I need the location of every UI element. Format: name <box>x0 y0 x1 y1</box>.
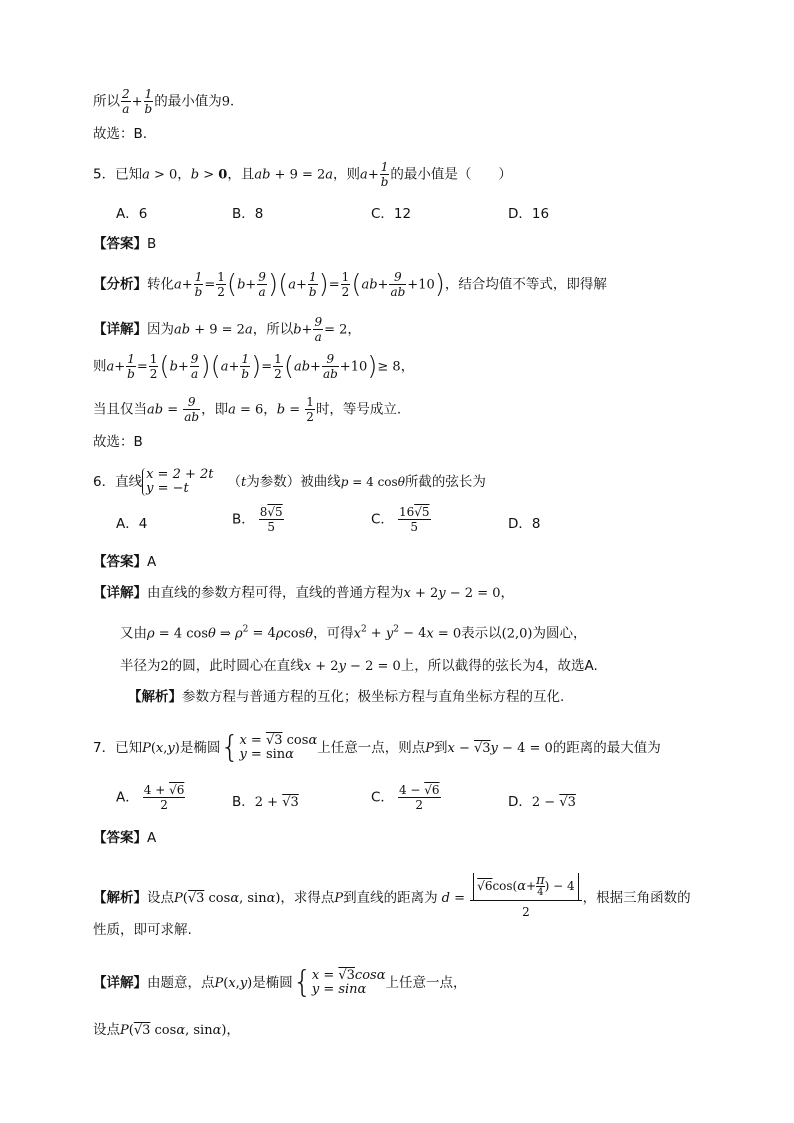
option-label: C． <box>371 511 394 528</box>
text: 9. <box>221 94 235 110</box>
option-b: B．2 + √3 <box>232 794 299 810</box>
text: 的距离的最大值为 <box>552 740 661 756</box>
option-b: B．8 <box>232 206 264 222</box>
text: 时，等号成立. <box>315 401 402 418</box>
fraction-1-over-b: $\frac{1}{b}$ <box>144 87 153 116</box>
text: 是椭圆 <box>252 975 293 991</box>
analysis-6 <box>128 687 564 707</box>
detail-7: 【详解】由题意，点P(x,y)是椭圆{ x = √3cosα y = sinα 上任意一点， <box>93 965 467 1000</box>
question-number: 6．直线 <box>93 474 143 490</box>
question-6: 6．直线 x = 2 + 2t y = −t （t为参数）被曲线p = 4 cosθ所截的弦长为 <box>93 467 486 496</box>
text: ，且 <box>227 166 255 183</box>
equality-condition: 当且仅当ab = $\frac{9}{ab}$ ，即a = 6，b = $\frac{1}{2}$ 时，等号成立. <box>93 395 402 424</box>
answer-6 <box>93 552 156 572</box>
option-a: A．4 <box>116 516 148 532</box>
text: 表示以 <box>461 625 502 642</box>
text: 上任意一点， <box>385 975 467 991</box>
option-d: D．8 <box>508 516 541 532</box>
text: 由题意，点 <box>147 975 215 991</box>
analysis-tag: 【分析】 <box>93 276 147 293</box>
question-number: 5．已知 <box>93 166 143 183</box>
text: 又由 <box>120 625 147 642</box>
text: 到直线的距离为 <box>343 890 438 906</box>
option-d: D．2 − √3 <box>508 794 576 810</box>
text: （ <box>227 474 242 490</box>
text: 的最小值是（ ） <box>390 166 512 183</box>
detail-tag: 【详解】 <box>93 975 147 991</box>
fraction-2-over-a: $\frac{2}{a}$ <box>122 87 130 116</box>
text: P <box>425 741 434 756</box>
analysis-7-cont: 性质，即可求解. <box>93 922 192 938</box>
detail-7-line-2: 设点P(√3 cosα, sinα)， <box>93 1022 240 1038</box>
question-number: 7．已知 <box>93 740 143 756</box>
text: ， <box>177 166 191 183</box>
distance-formula: √6cos(α+ π 4 ) − 4 2 <box>470 873 581 923</box>
text: 为参数）被曲线 <box>246 474 341 490</box>
parametric-system: x = 2 + 2t y = −t <box>142 468 213 496</box>
option-label: D． <box>508 794 532 810</box>
option-c: C． $\frac{16√5}{5}$ <box>371 505 430 534</box>
detail-tag: 【详解】 <box>93 585 147 601</box>
option-c: C． $\frac{4 - √6}{2}$ <box>371 783 440 812</box>
text: 转化 <box>147 276 174 293</box>
text: ，则 <box>333 166 361 183</box>
text: 则 <box>93 358 107 375</box>
text: 所截的弦长为 <box>404 474 486 490</box>
detail-6-line-3: 半径为2的圆，此时圆心在直线x + 2y − 2 = 0上，所以截得的弦长为4，故选A. <box>120 658 598 674</box>
text: 是椭圆 <box>179 740 221 756</box>
analysis-5: 【分析】转化a+ $\frac{1}{b}$ = $\frac{1}{2}$ (b+ $\frac{9}{a}$ )(a+ $\frac{1}{b}$ )= $\frac{1}{2}$ (ab+ $\frac{9}{ab}$ +10)，结合均值不等式，即得解 <box>93 269 607 300</box>
ellipse-system: x = √3cosα y = sinα <box>311 968 386 997</box>
detail-6-line-2: 又由ρ = 4 cosθ ⇒ $\rho^2 = 4\rho\cos\theta$，可得$x^2 + y^2 - 4x = 0$表示以(2,0)为圆心， <box>120 625 587 642</box>
detail-5: 【详解】因为ab + 9 = 2a，所以b+ $\frac{9}{a}$ = 2， <box>93 315 361 344</box>
text: ， <box>400 358 415 375</box>
option-a: A． $\frac{4 + √6}{2}$ <box>116 783 185 812</box>
text: ，根据三角函数的 <box>582 890 691 906</box>
text: t <box>241 475 247 490</box>
text: ， <box>263 401 277 418</box>
text: ，所以 <box>252 321 294 338</box>
option-b: B． $\frac{8√5}{5}$ <box>232 505 283 534</box>
question-7: 7．已知P(x,y)是椭圆{ x = √3 cosα y = sinα 上任意一点，则点P到x − √3y − 4 = 0的距离的最大值为 <box>93 730 661 765</box>
text: 所以 <box>93 93 120 110</box>
text: 因为 <box>147 321 174 338</box>
option-label: A． <box>116 789 139 806</box>
text: ，结合均值不等式，即得解 <box>444 276 607 293</box>
text: ，即 <box>201 401 229 418</box>
text: 半径为 <box>120 658 161 674</box>
question-5: 5．已知a > 0，b > 0，且ab + 9 = 2a，则a+ $\frac{1}{b}$ 的最小值是（ ） <box>93 160 512 189</box>
option-a: A．6 <box>116 206 148 222</box>
text: 上任意一点，则点 <box>317 740 426 756</box>
line-choice: 故选：B. <box>93 126 148 142</box>
line-choice-5: 故选：B <box>93 434 143 450</box>
option-d: D．16 <box>508 206 550 222</box>
detail-6: 【详解】由直线的参数方程可得，直线的普通方程为x + 2y − 2 = 0， <box>93 585 514 601</box>
detail-5-line-2: 则a+ $\frac{1}{b}$ = $\frac{1}{2}$ (b+ $\frac{9}{a}$ )(a+ $\frac{1}{b}$ )= $\frac{1}{2}$ (ab+ $\frac{9}{ab}$ +10)≥ 8， <box>93 351 415 382</box>
option-label: B． <box>232 511 255 528</box>
answer-value: A <box>147 830 157 846</box>
option-label: C． <box>371 789 394 806</box>
text: ，可得 <box>313 625 354 642</box>
text: 的圆，此时圆心在直线 <box>168 658 304 674</box>
analysis-tag: 【解析】 <box>93 890 147 906</box>
option-label: B． <box>232 794 255 810</box>
answer-tag: 【答案】 <box>93 236 147 252</box>
answer-value: A <box>147 554 157 570</box>
fraction-1-over-b: $\frac{1}{b}$ <box>380 160 389 189</box>
text: P <box>334 891 344 906</box>
text: 由直线的参数方程可得，直线的普通方程为 <box>147 585 404 601</box>
text: 4 <box>535 659 545 674</box>
text: 为圆心， <box>532 625 587 642</box>
detail-tag: 【详解】 <box>93 321 147 338</box>
text: 设点 <box>93 1022 120 1038</box>
line-conclusion: 所以 $\frac{2}{a}$ + $\frac{1}{b}$ 的最小值为9. <box>93 87 235 116</box>
answer-value: B <box>147 236 157 252</box>
answer-5 <box>93 234 156 254</box>
text: ， <box>347 321 361 338</box>
text: 到 <box>433 740 448 756</box>
text: 当且仅当 <box>93 401 147 418</box>
ellipse-system: x = √3 cosα y = sinα <box>239 733 318 762</box>
text: ，故选A. <box>544 658 598 674</box>
text: 的最小值为 <box>154 93 222 110</box>
analysis-7: 【解析】设点P(√3 cosα, sinα)，求得点P到直线的距离为 d = √6cos(α+ π 4 ) − 4 2 ，根据三角函数的 <box>93 873 691 923</box>
text: 参数方程与普通方程的互化；极坐标方程与直角坐标方程的互化. <box>182 689 565 705</box>
text: 上，所以截得的弦长为 <box>400 658 536 674</box>
analysis-tag: 【解析】 <box>128 689 182 705</box>
answer-tag: 【答案】 <box>93 554 147 570</box>
text: ，求得点 <box>280 890 335 906</box>
answer-tag: 【答案】 <box>93 830 147 846</box>
answer-7 <box>93 828 156 848</box>
text: 设点 <box>147 890 174 906</box>
text: 2 <box>160 659 169 674</box>
text: ， <box>226 1022 240 1038</box>
option-c: C．12 <box>371 206 412 222</box>
